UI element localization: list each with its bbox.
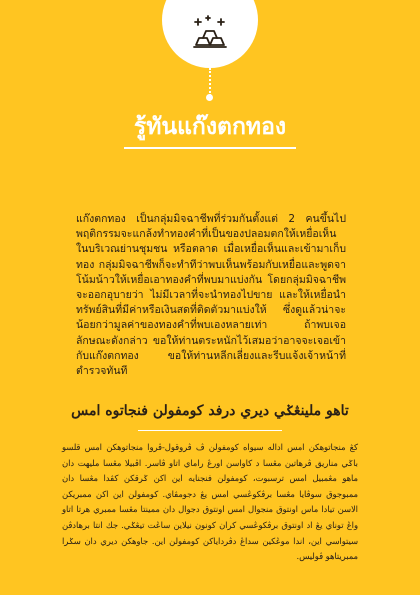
jawi-title: تاهو ملينڠݢي ديري درفد كومفولن فنجاتوه امس [71,403,349,419]
gold-bars-sparkle-icon [190,15,230,51]
header-connector-dot [206,94,213,101]
header-connector-line [209,68,211,96]
title-underline [124,147,296,149]
header-icon-badge [162,0,258,68]
jawi-title-underline [138,430,282,431]
thai-paragraph: แก๊งตกทอง เป็นกลุ่มมิจฉาชีพที่ร่วมกันตั้งแต่ 2 คนขึ้นไป พฤติกรรมจะแกล้งทำทองคำที่เป็นของปลอมตกให้เหยื่อเห็น ในบริเวณย่านชุมชน หรือตลาด เมื่อเหยื่อเห็นและเข้ามาเก็บทอง กลุ่มมิจฉาชีพก็จะทำทีว่าพบเห็นพร้อมกับเหยื่อและพูดจาโน้มน้าวให้เหยื่อเอาทองคำที่พบมาแบ่งกัน โดยกลุ่มมิจฉาชีพจะออกอุบายว่า ไม่มีเวลาที่จะนำทองไปขาย และให้เหยื่อนำทรัพย์สินที่มีค่าหรือเงินสดที่ติดตัวมาแบ่งให้ ซึ่งดูแล้วน่าจะน้อยกว่ามูลค่าของทองคำที่พบเองหลายเท่า ถ้าพบเจอลักษณะดังกล่าว ขอให้ท่านตระหนักไว้เสมอว่าอาจจะเจอเข้ากับแก๊งตกทอง ขอให้ท่านหลีกเลี่ยงและรีบแจ้งเจ้าหน้าที่ตำรวจทันที [76,213,346,378]
jawi-paragraph: كڠ منجاتوهكن امس اداله سيواه كومفولن ڤ ڤروقول-ڤروا منجاتوهكن امس قلسو باݢي مناريق ڤرهاتين مڠسا د كاواسن اورڠ راماي اتاو ڤاسر. اڤبيلا مڠسا مليهت دان ماهو مڠمبيل امس ترسبوت، كومفولن فنجنايه اين اكن ݢرقكن كڤدا مڠسا دان ممبوجوق سوڤايا مڠسا برڤكوڠسي امس يڠ دجومڤاي. كومفولن اين اكن ممبريكن الاسن تيادا ماس اونتوق منجوال امس اونتوق دجوال دان ممينتا مڠسا ممبري هرتا اتاو واڠ توناي يڠ اد اونتوق برڤكوڠسي كران كونون نيلاين ساڠت تيڠݢي. جك انتا برهادڤن سيتواسي اين، اندا موڠكين سداڠ دڤرداياكن كومفولن اين. جاوهكن ديري دان سݢرا ممبريتاهو ڤوليس. [62,442,358,562]
page-title: รู้ทันแก๊งตกทอง [133,114,287,140]
